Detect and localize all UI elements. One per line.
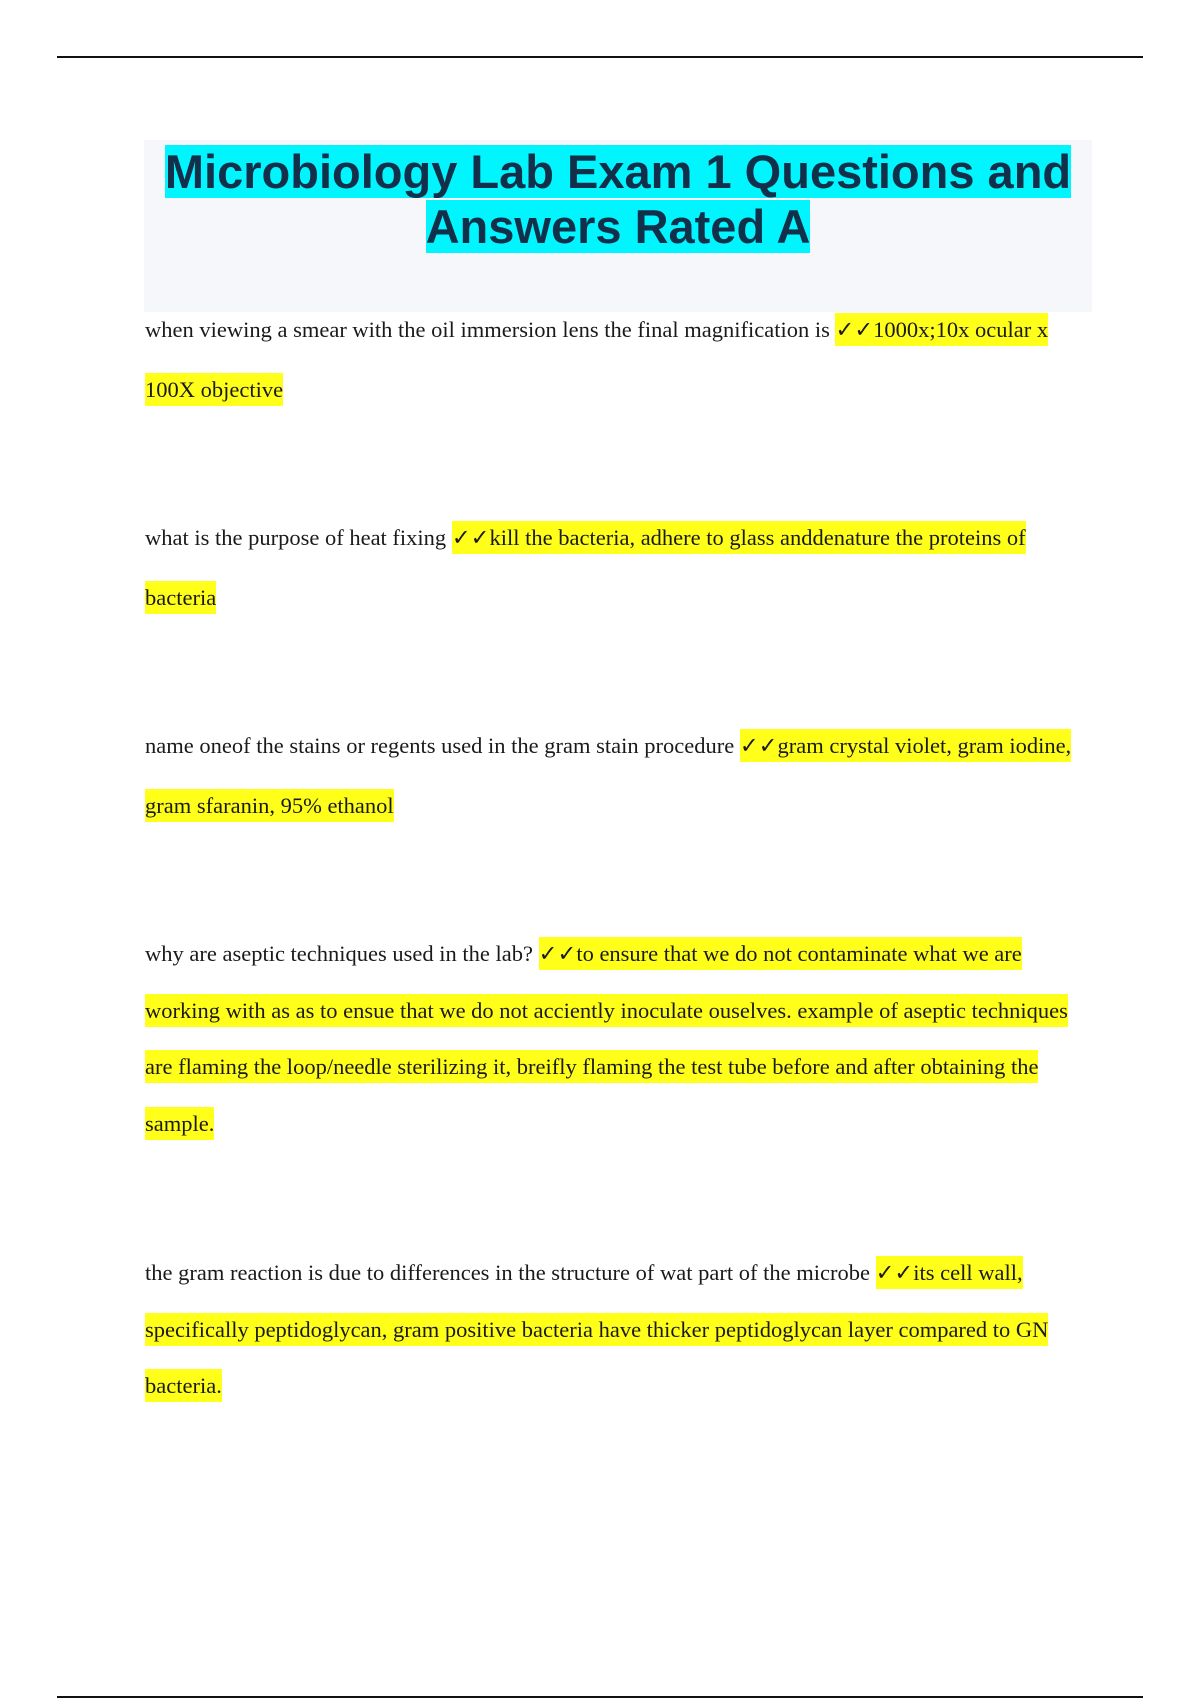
qa-item-3: [145, 716, 1090, 836]
qa-item-4: [145, 926, 1090, 1152]
top-divider: [57, 56, 1143, 58]
question-text: why are aseptic techniques used in the lab?: [145, 941, 539, 966]
title-line-2: Answers Rated A: [425, 200, 811, 253]
qa-item-5: [145, 1245, 1090, 1415]
title-line-1: Microbiology Lab Exam 1 Questions and: [164, 145, 1072, 198]
answer-text: ✓✓its cell wall, specifically peptidoglycan, gram positive bacteria have thicker peptidoglycan layer compared to GN bacteria.: [145, 1256, 1048, 1402]
answer-text: ✓✓kill the bacteria, adhere to glass anddenature the proteins of bacteria: [145, 521, 1026, 614]
question-text: the gram reaction is due to differences in the structure of wat part of the microbe: [145, 1260, 876, 1285]
page-title: [144, 140, 1092, 254]
answer-text: ✓✓gram crystal violet, gram iodine, gram sfaranin, 95% ethanol: [145, 729, 1071, 822]
title-block: [144, 140, 1092, 312]
question-text: what is the purpose of heat fixing: [145, 525, 452, 550]
answer-text: ✓✓to ensure that we do not contaminate what we are working with as as to ensue that we do not acciently inoculate ouselves. example of aseptic techniques are flaming the loop/needle sterilizing it, breifly flaming the test tube before and after obtaining the sample.: [145, 937, 1068, 1140]
question-text: when viewing a smear with the oil immersion lens the final magnification is: [145, 317, 836, 342]
qa-item-1: [145, 300, 1090, 420]
bottom-divider: [57, 1696, 1143, 1698]
qa-item-2: [145, 508, 1090, 628]
question-text: name oneof the stains or regents used in the gram stain procedure: [145, 733, 740, 758]
answer-text: ✓✓1000x;10x ocular x 100X objective: [145, 313, 1048, 406]
